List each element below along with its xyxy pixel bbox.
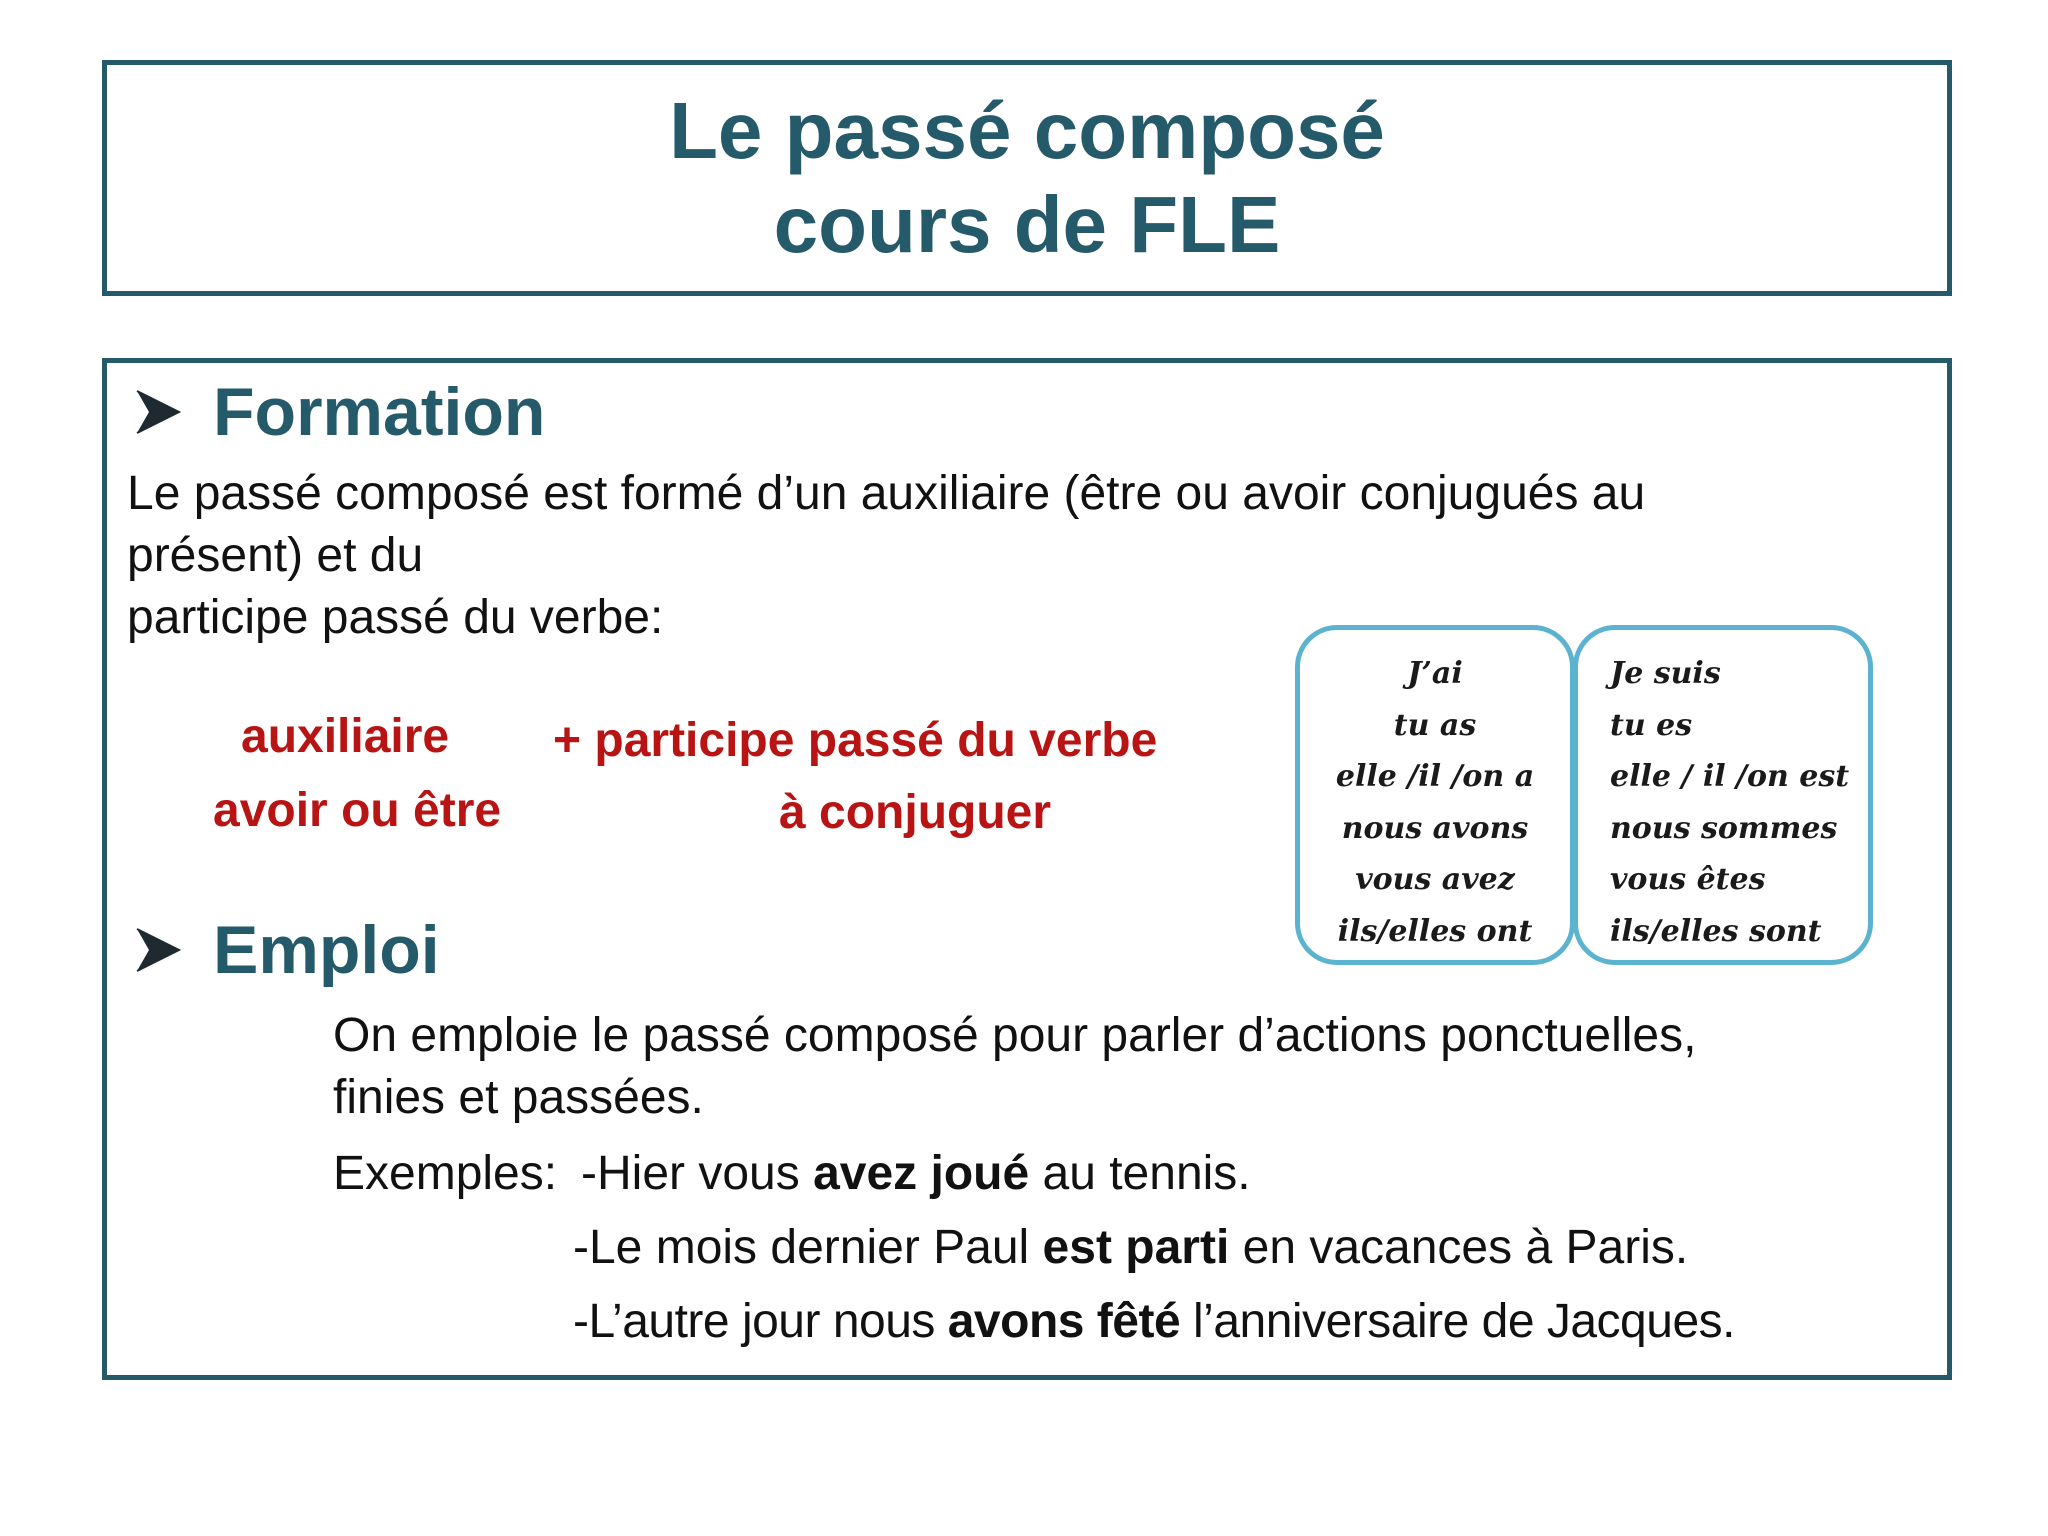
example-3: [573, 1294, 1735, 1349]
arrowhead-bullet-icon: [133, 387, 183, 437]
example-3-pre: -L’autre jour nous: [573, 1295, 948, 1348]
example-1-pre: -Hier vous: [581, 1147, 814, 1200]
conjugation-card-avoir: [1295, 625, 1575, 965]
example-1-verb: avez joué: [813, 1147, 1030, 1200]
formula-a-conjuguer: à conjuguer: [779, 786, 1052, 839]
emploi-heading: Emploi: [213, 912, 440, 988]
example-2-post: en vacances à Paris.: [1229, 1221, 1689, 1274]
title-line-2: cours de FLE: [773, 180, 1281, 269]
formation-text-line-2: présent) et du: [127, 529, 424, 582]
formation-text-line-3: participe passé du verbe:: [127, 591, 664, 644]
emploi-text-line-2: finies et passées.: [333, 1071, 704, 1124]
etre-line-4: nous sommes: [1610, 810, 1838, 846]
example-1: [581, 1146, 1251, 1201]
etre-line-1: Je suis: [1610, 656, 1721, 691]
examples-label: Exemples:: [333, 1147, 558, 1200]
avoir-line-1: J’ai: [1407, 656, 1463, 691]
arrowhead-bullet-icon: [133, 925, 183, 975]
formation-heading-row: [133, 373, 545, 451]
emploi-heading-row: [133, 911, 440, 989]
example-3-post: l’anniversaire de Jacques.: [1180, 1295, 1735, 1348]
formation-text-line-1: Le passé composé est formé d’un auxiliaire (être ou avoir conjugués au: [127, 467, 1646, 520]
conjugation-card-etre: [1573, 625, 1873, 965]
title-box: [102, 60, 1952, 296]
formula-avoir-ou-etre: avoir ou être: [213, 784, 502, 837]
content-box: [102, 358, 1952, 1380]
avoir-line-2: tu as: [1393, 707, 1477, 743]
formula-participe-passe: + participe passé du verbe: [553, 714, 1158, 767]
example-2-pre: -Le mois dernier Paul: [573, 1221, 1043, 1274]
avoir-line-4: nous avons: [1341, 810, 1529, 846]
example-3-verb: avons fêté: [947, 1295, 1181, 1348]
title-line-1: Le passé composé: [669, 86, 1385, 175]
example-1-post: au tennis.: [1029, 1147, 1251, 1200]
emploi-text-line-1: On emploie le passé composé pour parler d’actions ponctuelles,: [333, 1009, 1697, 1062]
avoir-line-6: ils/elles ont: [1337, 913, 1533, 949]
etre-line-3: elle / il /on est: [1610, 759, 1850, 794]
etre-line-6: ils/elles sont: [1610, 913, 1822, 949]
etre-line-2: tu es: [1610, 707, 1693, 743]
etre-line-5: vous êtes: [1610, 862, 1766, 897]
formula-auxiliaire: auxiliaire: [241, 710, 450, 763]
avoir-line-5: vous avez: [1355, 862, 1515, 897]
example-2-verb: est parti: [1042, 1221, 1230, 1274]
formation-heading: Formation: [213, 374, 546, 450]
formation-text: [127, 463, 1645, 649]
emploi-text: [333, 1005, 1696, 1129]
avoir-line-3: elle /il /on a: [1335, 759, 1535, 794]
example-2: [573, 1220, 1688, 1275]
